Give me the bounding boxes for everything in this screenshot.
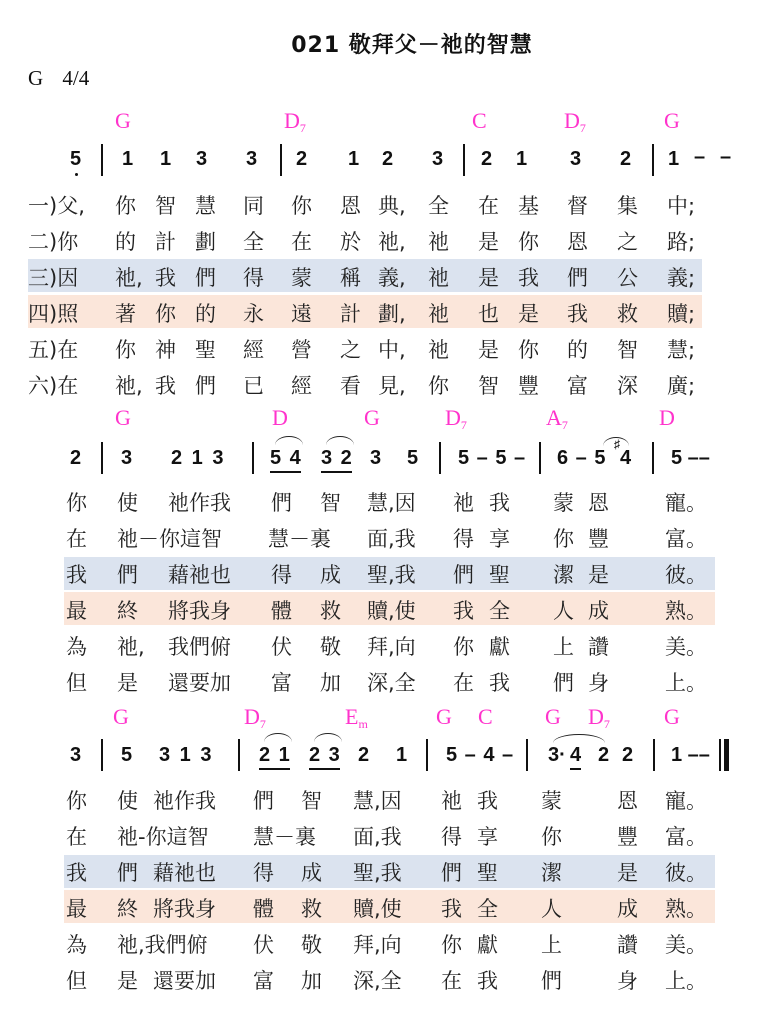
- lyric-word: 伏: [271, 635, 292, 659]
- lyric-word: 恩: [617, 789, 638, 813]
- lyric-word: 豐: [518, 374, 539, 398]
- lyric-word: 加: [320, 671, 341, 695]
- lyric-word: 在: [441, 969, 462, 993]
- lyric-word: 救: [301, 897, 322, 921]
- lyric-word: 你: [66, 789, 87, 813]
- note: 1: [348, 148, 360, 170]
- lyric-word: 為: [66, 933, 87, 957]
- lyric-word: 是: [478, 338, 499, 362]
- lyric-word: 伏: [253, 933, 274, 957]
- chord: G: [364, 405, 380, 430]
- lyric-word: 將我身: [168, 599, 231, 623]
- lyric-word: 智: [301, 789, 322, 813]
- lyric-word: 祂－你這智: [117, 527, 222, 551]
- lyric-word: 富。: [665, 825, 707, 849]
- lyric-word: 身: [617, 969, 638, 993]
- lyric-word: 祂,我們俯: [117, 933, 208, 957]
- note-group: 2 1 3: [171, 447, 224, 469]
- lyric-word: 中;: [667, 194, 696, 218]
- note: 2: [598, 744, 610, 766]
- lyric-word: 獻: [477, 933, 498, 957]
- lyric-word: 智: [155, 194, 176, 218]
- lyric-word: 你: [518, 230, 539, 254]
- note: 3: [370, 447, 382, 469]
- lyric-word: 我們俯: [168, 635, 231, 659]
- lyric-word: 神: [155, 338, 176, 362]
- lyric-word: 我: [489, 491, 510, 515]
- lyric-word: 三)因: [28, 266, 79, 290]
- chord: G: [664, 704, 680, 729]
- chord: C: [478, 704, 493, 729]
- note: 2: [481, 148, 493, 170]
- note: 2: [358, 744, 370, 766]
- lyric-word: 一)父,: [28, 194, 85, 218]
- lyric-word: 你: [541, 825, 562, 849]
- lyric-word: 義,: [378, 266, 406, 290]
- lyric-word: 祂: [428, 266, 449, 290]
- lyric-word: 們: [541, 969, 562, 993]
- lyric-word: 聖: [195, 338, 216, 362]
- lyric-word: 祂,: [115, 374, 143, 398]
- lyric-word: 體: [253, 897, 274, 921]
- lyric-word: 寵。: [665, 491, 707, 515]
- lyric-word: 基: [518, 194, 539, 218]
- lyric-word: 我: [441, 897, 462, 921]
- lyric-word: 享: [477, 825, 498, 849]
- lyric-word: 公: [617, 266, 638, 290]
- lyric-word: 富。: [665, 527, 707, 551]
- note-group: 5 – 4 –: [446, 744, 514, 766]
- lyric-word: 是: [478, 266, 499, 290]
- lyric-word: 我: [477, 969, 498, 993]
- lyric-word: 在: [66, 825, 87, 849]
- note: 2: [622, 744, 634, 766]
- lyric-word: 讚: [617, 933, 638, 957]
- barline: [238, 739, 240, 771]
- chord: $D_7$: [588, 704, 610, 731]
- lyric-word: 面,我: [367, 527, 416, 551]
- lyric-word: 救: [320, 599, 341, 623]
- barline: [280, 144, 282, 176]
- lyric-word: 是: [478, 230, 499, 254]
- lyric-word: 身: [588, 671, 609, 695]
- lyric-word: 熟。: [665, 599, 707, 623]
- barline: [653, 739, 655, 771]
- lyric-word: 督: [567, 194, 588, 218]
- pickup-note: 2: [70, 447, 82, 469]
- lyric-word: 富: [567, 374, 588, 398]
- chord: $D_7$: [564, 108, 586, 135]
- note: 1: [516, 148, 528, 170]
- lyric-word: 得: [441, 825, 462, 849]
- chord: D: [659, 405, 675, 430]
- lyric-word: 們: [453, 563, 474, 587]
- time-signature: 4/4: [62, 66, 90, 90]
- lyric-word: 路;: [667, 230, 696, 254]
- chord: $D_7$: [445, 405, 467, 432]
- slur: [553, 734, 605, 743]
- lyric-word: 們: [553, 671, 574, 695]
- lyric-word: 成: [588, 599, 609, 623]
- lyric-word: 贖,使: [367, 599, 416, 623]
- lyric-word: 慧: [195, 194, 216, 218]
- lyric-word: 們: [271, 491, 292, 515]
- lyric-word: 上。: [665, 671, 707, 695]
- lyric-word: 是: [617, 861, 638, 885]
- lyric-word: 讚: [588, 635, 609, 659]
- chord: G: [115, 108, 131, 133]
- note: 1: [122, 148, 134, 170]
- note-underlined: 4: [570, 744, 581, 770]
- lyric-word: 們: [195, 374, 216, 398]
- lyric-word: 慧,因: [353, 789, 402, 813]
- sharp-sign: ♯: [614, 437, 620, 451]
- note: 3: [121, 447, 133, 469]
- barline: [101, 144, 103, 176]
- lyric-word: 體: [271, 599, 292, 623]
- lyric-word: 全: [243, 230, 264, 254]
- note-group-underlined: 2 3: [309, 744, 340, 770]
- lyric-word: 著: [115, 302, 136, 326]
- lyric-word: 的: [195, 302, 216, 326]
- note: 1: [668, 148, 680, 170]
- note: 3: [246, 148, 258, 170]
- lyric-word: 成: [320, 563, 341, 587]
- lyric-word: 祂,: [378, 230, 406, 254]
- lyric-word: 慧;: [667, 338, 696, 362]
- lyric-word: 典,: [378, 194, 406, 218]
- dash: –: [694, 146, 706, 168]
- slur: [275, 436, 303, 445]
- lyric-word: 為: [66, 635, 87, 659]
- lyric-word: 敬: [301, 933, 322, 957]
- lyric-word: 是: [518, 302, 539, 326]
- note-group-underlined: 2 1: [259, 744, 290, 770]
- lyric-word: 享: [489, 527, 510, 551]
- lyric-word: 同: [243, 194, 264, 218]
- slur: [264, 733, 292, 742]
- lyric-word: 已: [243, 374, 264, 398]
- lyric-word: 營: [291, 338, 312, 362]
- lyric-word: 拜,向: [367, 635, 416, 659]
- note: 4: [620, 447, 632, 469]
- chord: G: [113, 704, 129, 729]
- lyric-word: 潔: [553, 563, 574, 587]
- barline: [652, 442, 654, 474]
- note-group-underlined: 5 4: [270, 447, 301, 473]
- lyric-word: 在: [66, 527, 87, 551]
- lyric-word: 祂: [428, 302, 449, 326]
- lyric-word: 經: [291, 374, 312, 398]
- lyric-word: 贖;: [667, 302, 696, 326]
- lyric-word: 見,: [378, 374, 406, 398]
- chord: C: [472, 108, 487, 133]
- lyric-word: 美。: [665, 933, 707, 957]
- lyric-word: 之: [617, 230, 638, 254]
- lyric-word: 祂,: [117, 635, 145, 659]
- chord: G: [545, 704, 561, 729]
- note: 3: [196, 148, 208, 170]
- lyric-word: 拜,向: [353, 933, 402, 957]
- barline: [439, 442, 441, 474]
- key-time-signature: [28, 66, 89, 91]
- barline: [101, 739, 103, 771]
- lyric-word: 我: [567, 302, 588, 326]
- lyric-word: 全: [428, 194, 449, 218]
- lyric-word: 最: [66, 599, 87, 623]
- lyric-word: 慧,因: [367, 491, 416, 515]
- note: 5: [121, 744, 133, 766]
- lyric-word: 富: [271, 671, 292, 695]
- lyric-word: 你: [66, 491, 87, 515]
- lyric-word: 之: [340, 338, 361, 362]
- lyric-word: 們: [117, 563, 138, 587]
- chord: $D_7$: [244, 704, 266, 731]
- final-barline-thin: [719, 739, 721, 771]
- chord: G: [436, 704, 452, 729]
- lyric-word: 熟。: [665, 897, 707, 921]
- lyric-word: 使: [117, 789, 138, 813]
- lyric-word: 你: [291, 194, 312, 218]
- lyric-word: 計: [340, 302, 361, 326]
- lyric-word: 計: [155, 230, 176, 254]
- lyric-word: 聖: [489, 563, 510, 587]
- lyric-word: 你: [453, 635, 474, 659]
- lyric-word: 祂,: [115, 266, 143, 290]
- lyric-word: 是: [588, 563, 609, 587]
- lyric-word: 二)你: [28, 230, 79, 254]
- lyric-word: 看: [340, 374, 361, 398]
- barline: [426, 739, 428, 771]
- lyric-word: 終: [117, 599, 138, 623]
- lyric-word: 聖: [477, 861, 498, 885]
- lyric-word: 祂作我: [168, 491, 231, 515]
- lyric-word: 我: [66, 563, 87, 587]
- lyric-word: 上: [541, 933, 562, 957]
- lyric-word: 藉祂也: [168, 563, 231, 587]
- lyric-word: 美。: [665, 635, 707, 659]
- lyric-word: 敬: [320, 635, 341, 659]
- note: 2: [382, 148, 394, 170]
- lyric-word: 們: [195, 266, 216, 290]
- pickup-note: 3: [70, 744, 82, 766]
- note: 1: [396, 744, 408, 766]
- chord: G: [664, 108, 680, 133]
- lyric-word: 全: [489, 599, 510, 623]
- lyric-word: 智: [320, 491, 341, 515]
- lyric-word: 還要加: [168, 671, 231, 695]
- lyric-word: 面,我: [353, 825, 402, 849]
- note-group: 1 ––: [671, 744, 710, 766]
- song-title: 021 敬拜父－祂的智慧: [291, 33, 533, 58]
- lyric-word: 成: [301, 861, 322, 885]
- lyric-word: 在: [291, 230, 312, 254]
- lyric-word: 你: [115, 338, 136, 362]
- note-group: 3 1 3: [159, 744, 212, 766]
- lyric-word: 豐: [588, 527, 609, 551]
- lyric-word: 我: [518, 266, 539, 290]
- lyric-word: 我: [155, 374, 176, 398]
- pickup-note: 5: [70, 148, 82, 170]
- lyric-word: 們: [253, 789, 274, 813]
- lyric-word: 五)在: [28, 338, 79, 362]
- lyric-word: 我: [453, 599, 474, 623]
- lyric-word: 我: [489, 671, 510, 695]
- lyric-word: 們: [441, 861, 462, 885]
- lyric-word: 劃,: [378, 302, 406, 326]
- lyric-word: 慧－裏: [253, 825, 316, 849]
- lyric-word: 蒙: [541, 789, 562, 813]
- lyric-word: 你: [518, 338, 539, 362]
- barline: [463, 144, 465, 176]
- lyric-word: 使: [117, 491, 138, 515]
- chord: $A_7$: [546, 405, 568, 432]
- lyric-word: 的: [115, 230, 136, 254]
- barline: [539, 442, 541, 474]
- lyric-word: 六)在: [28, 374, 79, 398]
- note-dotted: 3·: [548, 744, 566, 766]
- lyric-word: 在: [478, 194, 499, 218]
- lyric-word: 智: [478, 374, 499, 398]
- lyric-word: 永: [243, 302, 264, 326]
- lyric-word: 藉祂也: [153, 861, 216, 885]
- lyric-word: 彼。: [665, 861, 707, 885]
- lyric-word: 四)照: [28, 302, 79, 326]
- lyric-word: 集: [617, 194, 638, 218]
- lyric-word: 祂: [453, 491, 474, 515]
- lyric-word: 在: [453, 671, 474, 695]
- lyric-word: 中,: [378, 338, 406, 362]
- note: 5: [407, 447, 419, 469]
- lyric-word: 智: [617, 338, 638, 362]
- note: 3: [432, 148, 444, 170]
- lyric-word: 我: [477, 789, 498, 813]
- chord: D: [272, 405, 288, 430]
- lyric-word: 將我身: [153, 897, 216, 921]
- slur: [326, 436, 354, 445]
- lyric-word: 聖,我: [367, 563, 416, 587]
- lyric-word: 也: [478, 302, 499, 326]
- lyric-word: 的: [567, 338, 588, 362]
- lyric-word: 富: [253, 969, 274, 993]
- lyric-word: 得: [271, 563, 292, 587]
- lyric-word: 祂: [428, 338, 449, 362]
- lyric-word: 祂: [428, 230, 449, 254]
- barline: [101, 442, 103, 474]
- lyric-word: 是: [117, 671, 138, 695]
- lyric-word: 還要加: [153, 969, 216, 993]
- lyric-word: 恩: [588, 491, 609, 515]
- slur: [314, 733, 342, 742]
- lyric-word: 寵。: [665, 789, 707, 813]
- lyric-word: 們: [567, 266, 588, 290]
- lyric-word: 聖,我: [353, 861, 402, 885]
- lyric-word: 終: [117, 897, 138, 921]
- lyric-word: 獻: [489, 635, 510, 659]
- lyric-word: 成: [617, 897, 638, 921]
- note-group: 5 ––: [671, 447, 710, 469]
- lyric-word: 我: [66, 861, 87, 885]
- lyric-word: 加: [301, 969, 322, 993]
- note-group: 5 – 5 –: [458, 447, 526, 469]
- lyric-word: 慧－裏: [268, 527, 331, 551]
- barline: [652, 144, 654, 176]
- lyric-word: 義;: [667, 266, 696, 290]
- lyric-word: 全: [477, 897, 498, 921]
- lyric-word: 贖,使: [353, 897, 402, 921]
- lyric-word: 潔: [541, 861, 562, 885]
- lyric-word: 你: [155, 302, 176, 326]
- note: 2: [296, 148, 308, 170]
- lyric-word: 恩: [340, 194, 361, 218]
- lyric-word: 深,全: [367, 671, 416, 695]
- lyric-word: 稱: [340, 266, 361, 290]
- lyric-word: 人: [553, 599, 574, 623]
- key-signature: G: [28, 66, 44, 90]
- lyric-word: 深,全: [353, 969, 402, 993]
- final-barline-thick: [724, 739, 729, 771]
- lyric-word: 經: [243, 338, 264, 362]
- lyric-word: 祂-你這智: [117, 825, 209, 849]
- lyric-word: 廣;: [667, 374, 696, 398]
- lyric-word: 最: [66, 897, 87, 921]
- lyric-word: 蒙: [553, 491, 574, 515]
- chord: $E_m$: [345, 704, 368, 731]
- lyric-word: 我: [155, 266, 176, 290]
- note-group-underlined: 3 2: [321, 447, 352, 473]
- lyric-word: 得: [453, 527, 474, 551]
- note: 2: [620, 148, 632, 170]
- lyric-word: 們: [117, 861, 138, 885]
- lyric-word: 得: [253, 861, 274, 885]
- note: 1: [160, 148, 172, 170]
- lyric-word: 你: [441, 933, 462, 957]
- lyric-word: 上。: [665, 969, 707, 993]
- lyric-word: 劃: [195, 230, 216, 254]
- lyric-word: 人: [541, 897, 562, 921]
- lyric-word: 蒙: [291, 266, 312, 290]
- lyric-word: 恩: [567, 230, 588, 254]
- lyric-word: 你: [115, 194, 136, 218]
- lyric-word: 得: [243, 266, 264, 290]
- lyric-word: 豐: [617, 825, 638, 849]
- lyric-word: 於: [340, 230, 361, 254]
- note-group: 6 – 5: [557, 447, 606, 469]
- barline: [526, 739, 528, 771]
- dash: –: [720, 146, 732, 168]
- lyric-word: 上: [553, 635, 574, 659]
- lyric-word: 祂作我: [153, 789, 216, 813]
- barline: [252, 442, 254, 474]
- lyric-word: 遠: [291, 302, 312, 326]
- lyric-word: 但: [66, 969, 87, 993]
- lyric-word: 彼。: [665, 563, 707, 587]
- note: 3: [570, 148, 582, 170]
- chord: G: [115, 405, 131, 430]
- lyric-word: 你: [553, 527, 574, 551]
- lyric-word: 祂: [441, 789, 462, 813]
- lyric-word: 但: [66, 671, 87, 695]
- lyric-word: 深: [617, 374, 638, 398]
- lyric-word: 是: [117, 969, 138, 993]
- chord: $D_7$: [284, 108, 306, 135]
- lyric-word: 救: [617, 302, 638, 326]
- lyric-word: 你: [428, 374, 449, 398]
